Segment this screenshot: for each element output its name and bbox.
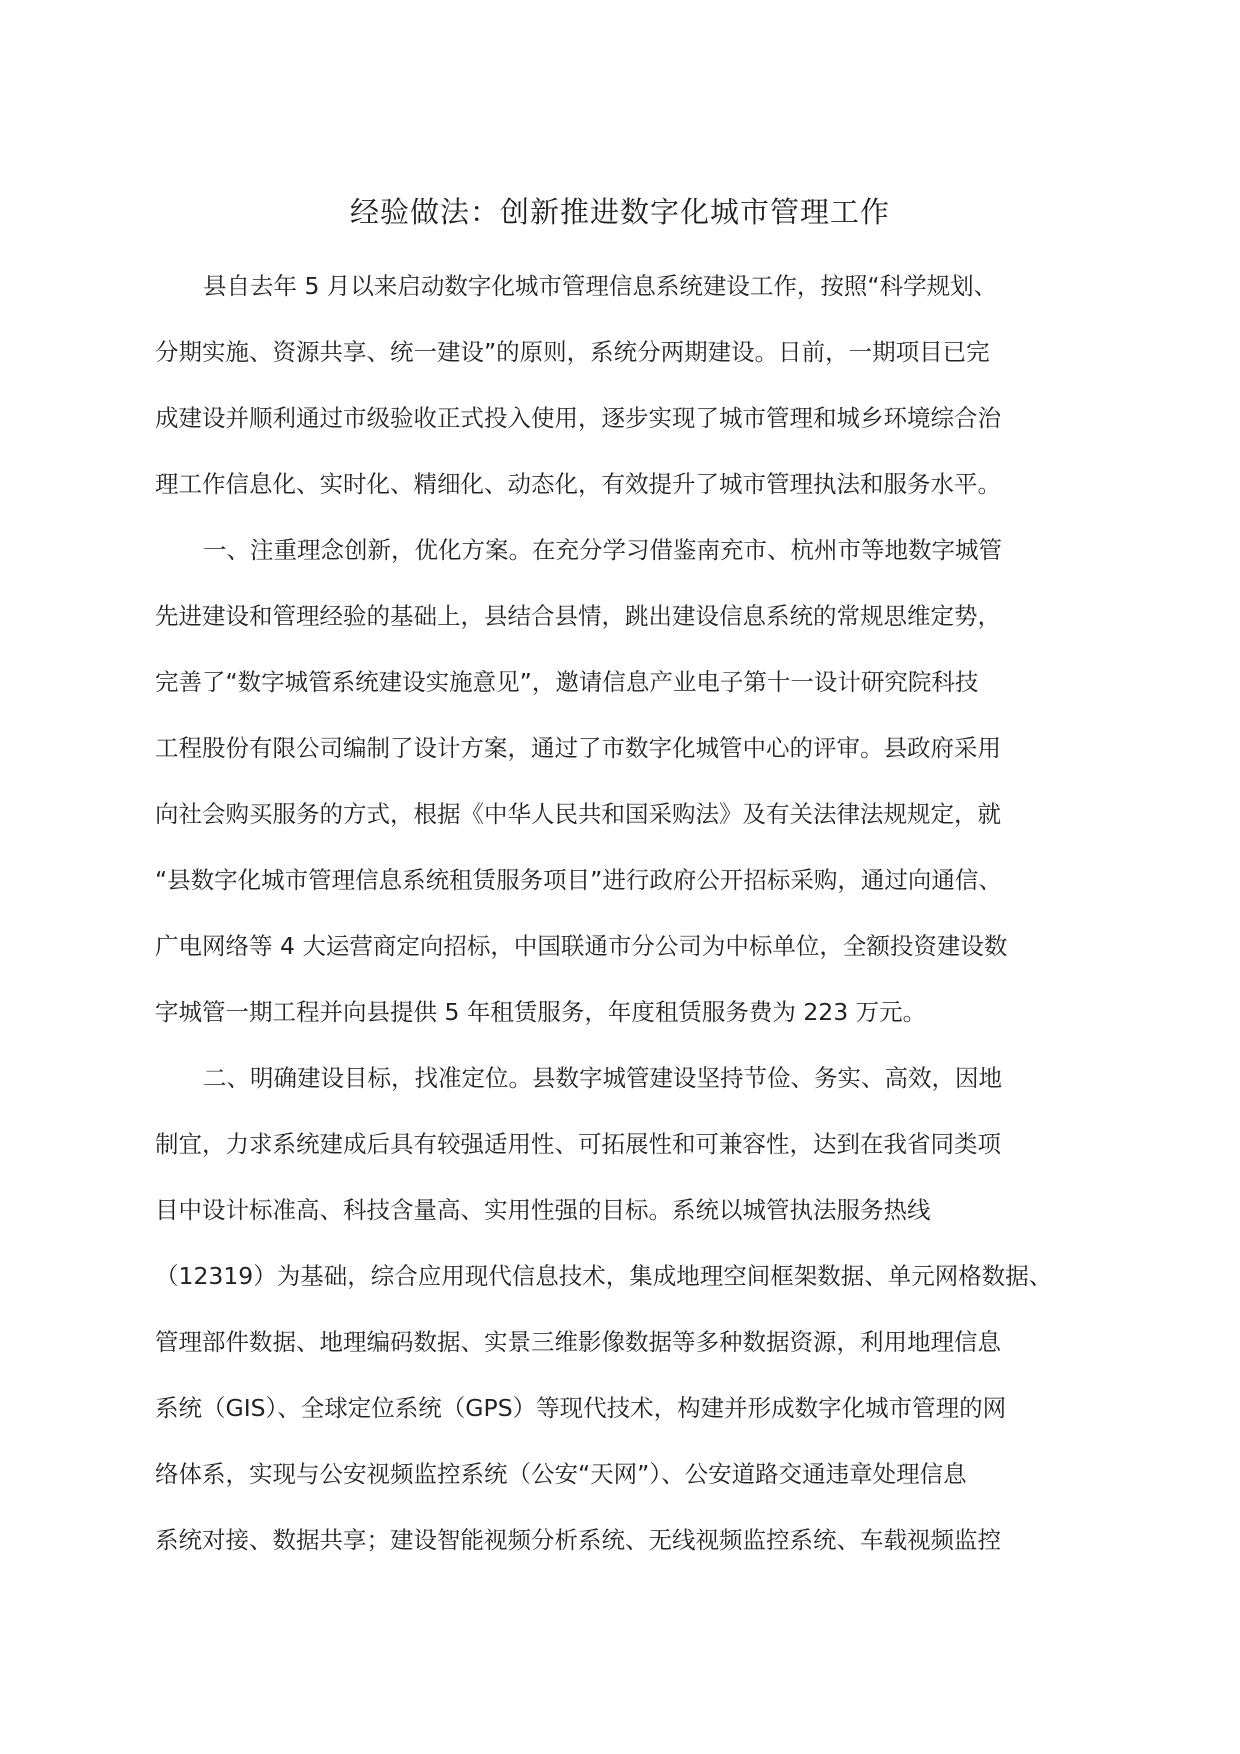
text-line: 系统对接、数据共享；建设智能视频分析系统、无线视频监控系统、车载视频监控	[155, 1526, 1001, 1554]
text-line: 向社会购买服务的方式，根据《中华人民共和国采购法》及有关法律法规规定，就	[155, 800, 1001, 828]
text-line: 成建设并顺利通过市级验收正式投入使用，逐步实现了城市管理和城乡环境综合治	[155, 404, 1001, 432]
text-line: 县自去年 5 月以来启动数字化城市管理信息系统建设工作，按照“科学规划、	[203, 272, 998, 300]
text-line: 字城管一期工程并向县提供 5 年租赁服务，年度租赁服务费为 223 万元。	[155, 998, 927, 1026]
text-line: 完善了“数字城管系统建设实施意见”，邀请信息产业电子第十一设计研究院科技	[155, 668, 979, 696]
text-line: 系统（GIS）、全球定位系统（GPS）等现代技术，构建并形成数字化城市管理的网	[155, 1394, 1007, 1422]
text-line: （12319）为基础，综合应用现代信息技术，集成地理空间框架数据、单元网格数据、	[155, 1262, 1053, 1290]
document-body	[155, 253, 1085, 1573]
text-line: 络体系，实现与公安视频监控系统（公安“天网”）、公安道路交通违章处理信息	[155, 1460, 967, 1488]
text-line: 一、注重理念创新，优化方案。在充分学习借鉴南充市、杭州市等地数字城管	[203, 536, 1002, 564]
text-line: 二、明确建设目标，找准定位。县数字城管建设坚持节俭、务实、高效，因地	[203, 1064, 1002, 1092]
text-line: 目中设计标准高、科技含量高、实用性强的目标。系统以城管执法服务热线	[155, 1196, 931, 1224]
text-line: 广电网络等 4 大运营商定向招标，中国联通市分公司为中标单位，全额投资建设数	[155, 932, 1008, 960]
document-title: 经验做法：创新推进数字化城市管理工作	[349, 195, 890, 229]
text-line: “县数字化城市管理信息系统租赁服务项目”进行政府公开招标采购，通过向通信、	[155, 866, 1002, 894]
text-line: 管理部件数据、地理编码数据、实景三维影像数据等多种数据资源，利用地理信息	[155, 1328, 1001, 1356]
text-line: 理工作信息化、实时化、精细化、动态化，有效提升了城市管理执法和服务水平。	[155, 470, 1001, 498]
text-line: 制宜，力求系统建成后具有较强适用性、可拓展性和可兼容性，达到在我省同类项	[155, 1130, 1001, 1158]
text-line: 分期实施、资源共享、统一建设”的原则，系统分两期建设。日前，一期项目已完	[155, 338, 990, 366]
text-line: 工程股份有限公司编制了设计方案，通过了市数字化城管中心的评审。县政府采用	[155, 734, 1001, 762]
text-line: 先进建设和管理经验的基础上，县结合县情，跳出建设信息系统的常规思维定势，	[155, 602, 1001, 630]
